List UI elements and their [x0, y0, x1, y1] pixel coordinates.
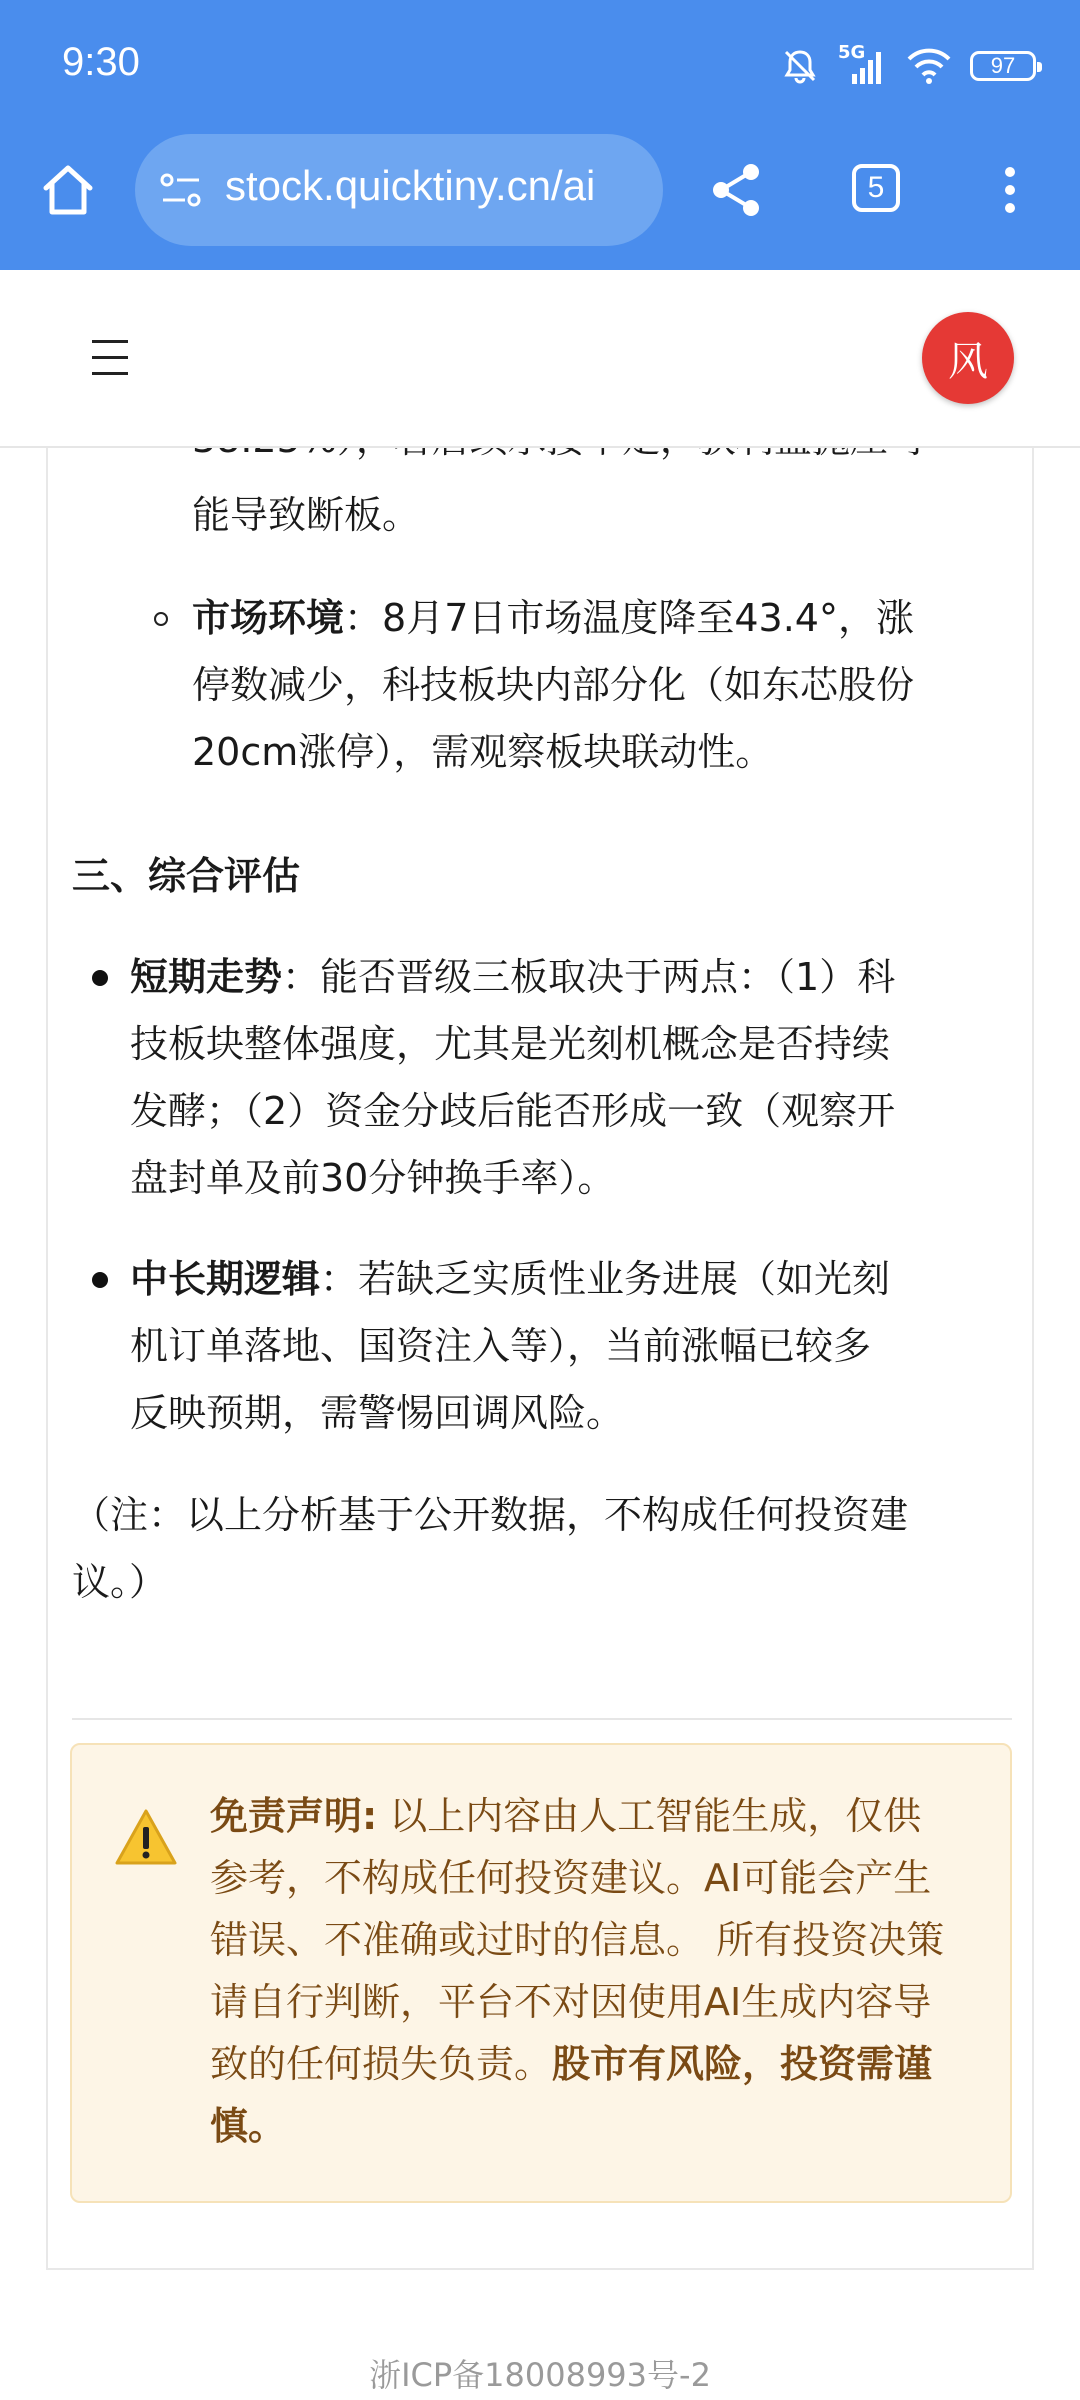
bullet-icon	[92, 1272, 108, 1288]
item-text: ：能否晋级三板取决于两点：（1）科	[282, 955, 896, 999]
disclaimer-line: 错误、不准确或过时的信息。 所有投资决策	[210, 1918, 945, 1962]
site-settings-icon[interactable]	[159, 170, 203, 210]
disclaimer-line: 请自行判断，平台不对因使用AI生成内容导	[210, 1980, 932, 2024]
item-label: 短期走势	[130, 955, 283, 999]
tab-switcher-button[interactable]	[852, 164, 900, 212]
disclaimer-emphasis: 股市有风险，投资需谨	[552, 2042, 933, 2086]
item-text: 停数减少，科技板块内部分化（如东芯股份	[192, 663, 915, 707]
avatar[interactable]	[922, 312, 1014, 404]
note-text: 议。）	[72, 1560, 168, 1604]
warning-icon	[114, 1807, 178, 1867]
item-label: 中长期逻辑	[130, 1257, 321, 1301]
note-paragraph	[72, 1482, 1012, 1616]
mute-bell-icon	[780, 46, 820, 86]
disclaimer-line: 以上内容由人工智能生成，仅供	[377, 1794, 922, 1838]
disclaimer-label: 免责声明:	[210, 1794, 378, 1838]
battery-level: 97	[990, 53, 1016, 78]
item-text: 发酵；（2）资金分歧后能否形成一致（观察开	[130, 1089, 896, 1133]
disclaimer-emphasis: 慎。	[210, 2104, 287, 2148]
bullet-icon	[92, 970, 108, 986]
more-menu-icon[interactable]	[990, 158, 1030, 222]
disclaimer-line: 致的任何损失负责。	[210, 2042, 553, 2086]
text-line: 能导致断板。	[192, 493, 421, 537]
item-text: 盘封单及前30分钟换手率）。	[130, 1156, 616, 1200]
divider	[72, 1718, 1012, 1720]
browser-chrome	[0, 0, 1080, 270]
site-header	[0, 270, 1080, 448]
item-text: 机订单落地、国资注入等），当前涨幅已较多	[130, 1324, 872, 1368]
battery-icon	[970, 51, 1036, 81]
share-icon[interactable]	[705, 158, 769, 222]
item-text: 技板块整体强度，尤其是光刻机概念是否持续	[130, 1022, 891, 1066]
address-bar[interactable]	[135, 134, 663, 246]
short-term-item	[130, 944, 1010, 1212]
disclaimer-line: 参考，不构成任何投资建议。AI可能会产生	[210, 1856, 932, 1900]
home-icon[interactable]	[36, 158, 100, 222]
note-text: （注：以上分析基于公开数据，不构成任何投资建	[72, 1493, 909, 1537]
item-label: 市场环境	[192, 596, 345, 640]
status-time: 9:30	[62, 40, 140, 84]
item-text: ：8月7日市场温度降至43.4°，涨	[344, 596, 914, 640]
avatar-label: 风	[948, 338, 988, 385]
item-text: ：若缺乏实质性业务进展（如光刻	[320, 1257, 891, 1301]
hamburger-menu-icon[interactable]	[92, 340, 132, 376]
status-icons	[780, 44, 1036, 88]
item-text: 20cm涨停），需观察板块联动性。	[192, 730, 774, 774]
icp-footer-link[interactable]: 浙ICP备18008993号-2	[369, 2356, 711, 2394]
browser-toolbar	[0, 130, 1080, 250]
cellular-signal-icon	[838, 42, 888, 86]
sub-bullet-icon	[154, 612, 168, 626]
url-text: stock.quicktiny.cn/ai	[225, 162, 596, 209]
mid-long-item	[130, 1246, 1010, 1447]
item-text: 反映预期，需警惕回调风险。	[130, 1391, 625, 1435]
section-heading: 三、综合评估	[72, 854, 301, 898]
market-env-item	[192, 585, 1012, 786]
disclaimer-box	[70, 1743, 1012, 2203]
network-type: 5G	[838, 42, 866, 63]
disclaimer-text	[210, 1785, 970, 2157]
tab-count: 5	[867, 171, 885, 204]
wifi-icon	[906, 47, 952, 85]
